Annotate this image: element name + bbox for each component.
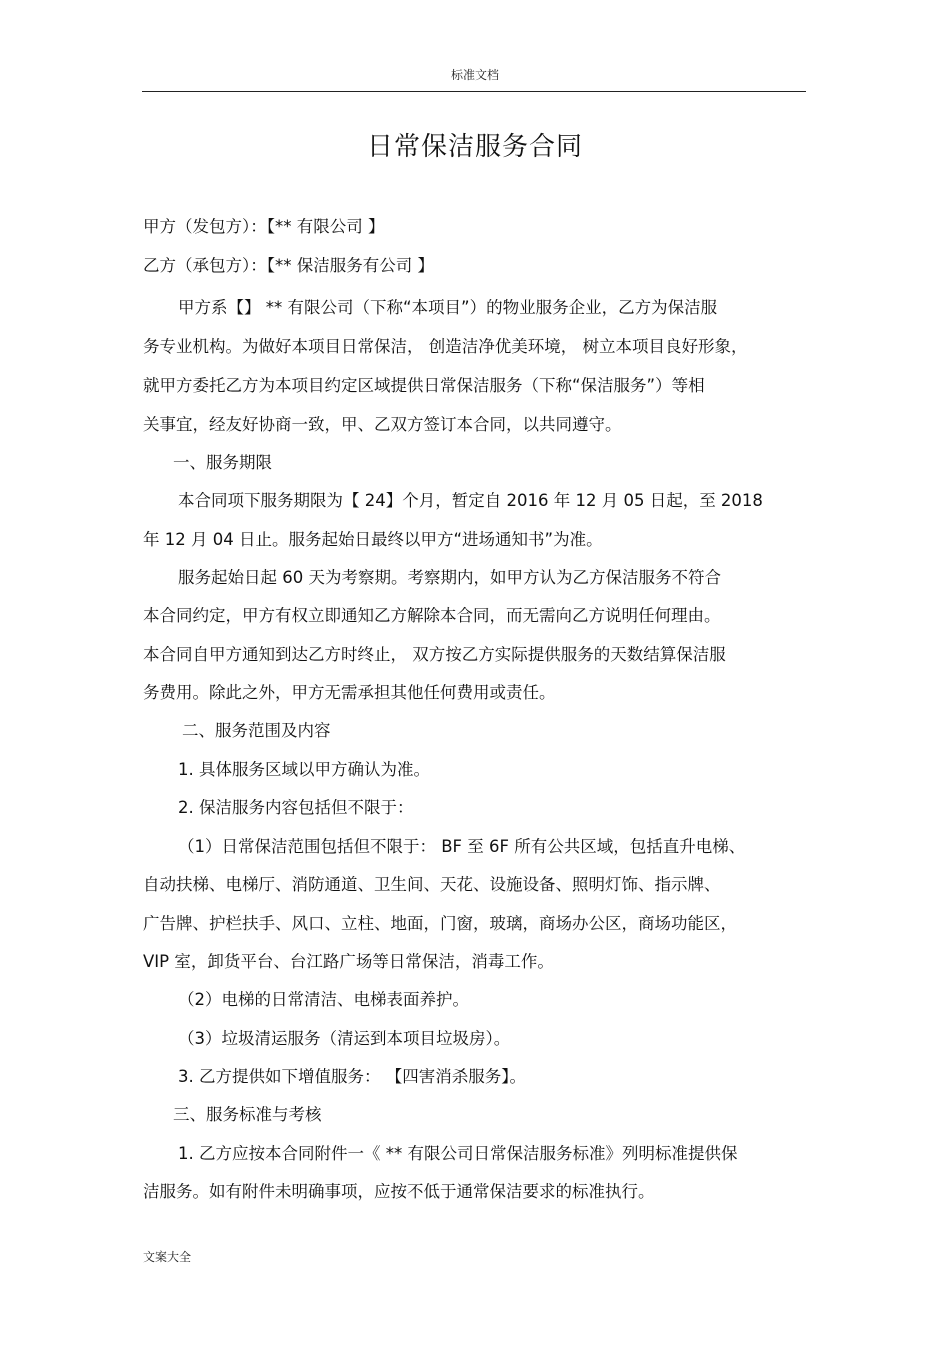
list-item: 3. 乙方提供如下增值服务： 【四害消杀服务】。 bbox=[178, 1067, 526, 1086]
section-heading: 三、服务标准与考核 bbox=[173, 1105, 322, 1124]
page-footer: 文案大全 bbox=[143, 1250, 192, 1264]
page-header: 标准文档 bbox=[450, 68, 499, 82]
list-item: 1. 具体服务区域以甲方确认为准。 bbox=[178, 760, 430, 779]
body-line: 务专业机构。为做好本项目日常保洁， 创造洁净优美环境， 树立本项目良好形象， bbox=[143, 337, 748, 356]
list-item: （2）电梯的日常清洁、电梯表面养护。 bbox=[178, 990, 469, 1009]
body-line: VIP 室，卸货平台、台江路广场等日常保洁，消毒工作。 bbox=[143, 952, 554, 971]
body-line: 本合同项下服务期限为【 24】个月，暂定自 2016 年 12 月 05 日起，至 2018 bbox=[178, 491, 763, 510]
body-line: 就甲方委托乙方为本项目约定区域提供日常保洁服务（下称“保洁服务”）等相 bbox=[143, 376, 705, 395]
list-item: （1）日常保洁范围包括但不限于： BF 至 6F 所有公共区域，包括直升电梯、 bbox=[178, 837, 746, 856]
list-item: 2. 保洁服务内容包括但不限于： bbox=[178, 798, 414, 817]
section-heading: 二、服务范围及内容 bbox=[182, 721, 331, 740]
body-line: 洁服务。如有附件未明确事项，应按不低于通常保洁要求的标准执行。 bbox=[143, 1182, 655, 1201]
document-title: 日常保洁服务合同 bbox=[366, 132, 583, 162]
body-line: 关事宜，经友好协商一致，甲、乙双方签订本合同，以共同遵守。 bbox=[143, 415, 622, 434]
body-line: 广告牌、护栏扶手、风口、立柱、地面，门窗，玻璃，商场办公区，商场功能区， bbox=[143, 914, 737, 933]
body-line: 务费用。除此之外，甲方无需承担其他任何费用或责任。 bbox=[143, 683, 556, 702]
body-line: 自动扶梯、电梯厅、消防通道、卫生间、天花、设施设备、照明灯饰、指示牌、 bbox=[143, 875, 721, 894]
body-line: 年 12 月 04 日止。服务起始日最终以甲方“进场通知书”为准。 bbox=[143, 530, 603, 549]
party-b: 乙方（承包方）：【** 保洁服务有公司 】 bbox=[143, 256, 434, 275]
list-item: 1. 乙方应按本合同附件一《 ** 有限公司日常保洁服务标准》列明标准提供保 bbox=[178, 1144, 738, 1163]
section-heading: 一、服务期限 bbox=[173, 453, 272, 472]
list-item: （3）垃圾清运服务（清运到本项目垃圾房）。 bbox=[178, 1029, 511, 1048]
body-line: 服务起始日起 60 天为考察期。考察期内，如甲方认为乙方保洁服务不符合 bbox=[178, 568, 721, 587]
body-line: 本合同约定，甲方有权立即通知乙方解除本合同，而无需向乙方说明任何理由。 bbox=[143, 606, 721, 625]
party-a: 甲方（发包方）：【** 有限公司 】 bbox=[143, 217, 385, 236]
header-divider bbox=[142, 91, 806, 92]
body-line: 甲方系【】 ** 有限公司（下称“本项目”）的物业服务企业，乙方为保洁服 bbox=[178, 298, 718, 317]
body-line: 本合同自甲方通知到达乙方时终止， 双方按乙方实际提供服务的天数结算保洁服 bbox=[143, 645, 726, 664]
